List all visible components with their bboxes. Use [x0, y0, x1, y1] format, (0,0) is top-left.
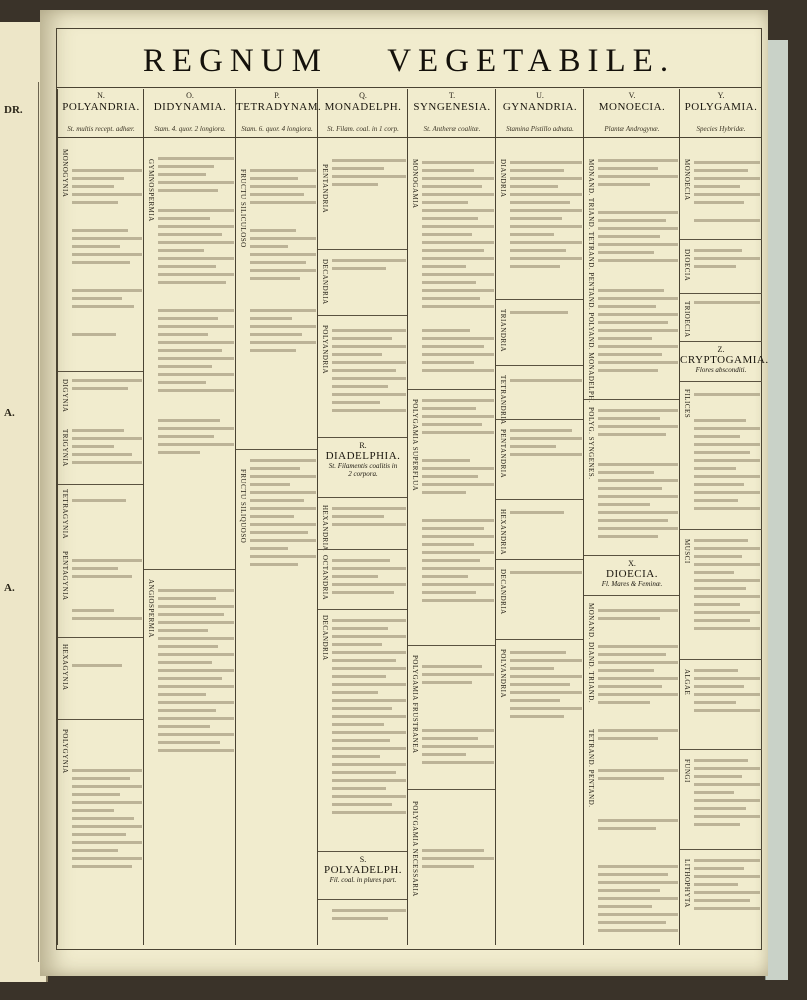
sub-order-label: POLYGYNIA [61, 729, 69, 774]
column-description: St. Filam. coal. in 1 corp. [327, 125, 399, 133]
sub-order-divider [496, 299, 584, 300]
sub-order-divider [680, 659, 762, 660]
box-letter: Z. [717, 345, 725, 354]
column-letter: V. [628, 91, 636, 100]
sub-order-label: MONOGAMIA [411, 159, 419, 209]
column-header-rule [318, 137, 408, 138]
sub-order-divider [236, 449, 318, 450]
cryptogamia-box-title [680, 345, 769, 374]
column-letter: P. [274, 91, 280, 100]
box-name: DIADELPHIA. [325, 450, 401, 462]
column-description: Stam. 4. quor. 2 longiora. [154, 125, 226, 133]
column-letter: U. [536, 91, 544, 100]
sub-order-label: HEXANDRIA [321, 505, 329, 552]
sub-order-divider [408, 789, 496, 790]
sub-order-divider [144, 569, 236, 570]
sub-order-divider [318, 315, 408, 316]
diadelphia-header-rule [318, 497, 408, 498]
polyadelph-box-top [318, 851, 408, 852]
sub-order-label: LITHOPHYTA [683, 859, 691, 908]
column-letter: Y. [717, 91, 725, 100]
sub-order-divider [680, 849, 762, 850]
sub-order-divider [680, 749, 762, 750]
sub-order-label: DECANDRIA [499, 569, 507, 615]
column-letter: N. [97, 91, 105, 100]
box-letter: R. [359, 441, 367, 450]
left-page-fragment: A. [4, 582, 15, 594]
sub-order-label: PENTAGYNIA [61, 551, 69, 601]
dioecia-header-rule [584, 595, 680, 596]
left-page-rule [38, 82, 39, 962]
column-header-rule [680, 137, 762, 138]
title-word-regnum: REGNUM [142, 43, 328, 79]
column-tetradynamia [235, 89, 322, 945]
column-description: St. multis recept. adhær. [67, 125, 135, 133]
dioecia-box-title [584, 559, 680, 588]
sub-order-label: HEXAGYNIA [61, 644, 69, 691]
column-description: Stamina Pistillo adnata. [506, 125, 574, 133]
column-name: MONOECIA. [598, 101, 666, 113]
box-description: Flores absconditi. [695, 366, 747, 374]
sub-order-label: DIGYNIA [61, 379, 69, 413]
sub-order-label: TRIOECIA [683, 301, 691, 338]
column-letter: O. [186, 91, 194, 100]
dioecia-box-top [584, 555, 680, 556]
book-cover-edge [765, 40, 788, 980]
table-frame [56, 28, 769, 950]
sub-order-label: TETRAND. PENTAND. [587, 729, 595, 808]
sub-order-label: POLYGAMIA SUPERFLUA [411, 399, 419, 492]
sub-order-divider [58, 371, 144, 372]
polyadelph-header-rule [318, 899, 408, 900]
sub-order-label: MONOGYNIA [61, 149, 69, 198]
sub-order-divider [318, 609, 408, 610]
sub-order-label: DECANDRIA [321, 259, 329, 305]
column-name: MONADELPH. [324, 101, 402, 113]
sub-order-label: MONAND. DIAND. TRIAND. [587, 603, 595, 704]
diadelphia-box-top [318, 437, 408, 438]
cryptogamia-box-top [680, 341, 762, 342]
sub-order-divider [58, 484, 144, 485]
column-monoecia [583, 89, 680, 945]
column-description: St. Antheræ coalitæ. [423, 125, 481, 133]
sub-order-divider [496, 499, 584, 500]
sub-order-label: PENTANDRIA [321, 164, 329, 214]
box-letter: S. [359, 855, 367, 864]
sub-order-divider [680, 239, 762, 240]
sub-order-divider [496, 419, 584, 420]
sub-order-label: POLYANDRIA [499, 649, 507, 699]
book-page [40, 10, 768, 976]
sub-order-label: OCTANDRIA [321, 555, 329, 601]
sub-order-divider [496, 365, 584, 366]
sub-order-label: ALGAE [683, 669, 691, 696]
sub-order-label: ANGIOSPERMIA [147, 579, 155, 638]
left-page-fragment: DR. [4, 104, 23, 116]
column-letter: T. [448, 91, 456, 100]
sub-order-divider [408, 645, 496, 646]
sub-order-label: DIOECIA [683, 249, 691, 282]
column-name: GYNANDRIA. [502, 101, 578, 113]
column-name: TETRADYNAM. [236, 101, 322, 113]
box-name: DIOECIA. [606, 568, 658, 580]
sub-order-label: DIANDRIA [499, 159, 507, 198]
column-letter: Q. [359, 91, 367, 100]
column-monadelphia [317, 89, 408, 945]
column-description: Plantæ Androgynæ. [604, 125, 660, 133]
column-name: POLYGAMIA. [684, 101, 758, 113]
box-name: CRYPTOGAMIA. [680, 354, 769, 366]
sub-order-divider [408, 389, 496, 390]
sub-order-label: FILICES [683, 389, 691, 419]
sub-order-label: MONOECIA [683, 159, 691, 201]
column-didynamia [143, 89, 236, 945]
sub-order-label: MUSCI [683, 539, 691, 564]
sub-order-label: POLYGAMIA FRUSTRANEA [411, 655, 419, 754]
column-name: DIDYNAMIA. [153, 101, 227, 113]
page-title [57, 43, 761, 80]
sub-order-divider [318, 549, 408, 550]
sub-order-divider [680, 529, 762, 530]
sub-order-divider [496, 559, 584, 560]
sub-order-label: POLYANDRIA [321, 325, 329, 375]
sub-order-divider [584, 399, 680, 400]
column-polyandria [57, 89, 144, 945]
sub-order-label: TETRAGYNIA [61, 489, 69, 540]
sub-order-label: FRUCTU SILICULOSO [239, 169, 247, 248]
box-description: 2 corpora. [348, 470, 378, 478]
column-gynandria [495, 89, 584, 945]
sub-order-divider [496, 639, 584, 640]
sub-order-divider [58, 719, 144, 720]
diadelphia-box-title [318, 441, 408, 478]
sub-order-label: HEXANDRIA [499, 509, 507, 556]
column-header-rule [236, 137, 318, 138]
box-letter: X. [628, 559, 636, 568]
sub-order-label: TRIGYNIA [61, 429, 69, 467]
sub-order-divider [58, 637, 144, 638]
sub-order-divider [318, 249, 408, 250]
box-description: Fl. Mares & Feminæ. [601, 580, 663, 588]
column-header-rule [584, 137, 680, 138]
column-description: Stam. 6. quor. 4 longiora. [241, 125, 313, 133]
column-name: POLYANDRIA. [62, 101, 140, 113]
sub-order-label: POLYGAMIA NECESSARIA [411, 801, 419, 897]
column-syngenesia [407, 89, 496, 945]
cryptogamia-header-rule [680, 381, 762, 382]
sub-order-divider [680, 293, 762, 294]
sub-order-label: MONAND. TRIAND. TETRAND. PENTAND. POLYAND. MONADELPH. [587, 159, 595, 404]
column-header-rule [496, 137, 584, 138]
polyadelph-box-title [318, 855, 408, 884]
box-description: St. Filamentis coalitis in [328, 462, 398, 470]
sub-order-label: TETRANDRIA [499, 375, 507, 425]
title-rule [57, 87, 761, 88]
title-word-vegetabile: VEGETABILE. [387, 43, 676, 79]
box-name: POLYADELPH. [323, 864, 403, 876]
column-header-rule [408, 137, 496, 138]
column-header-rule [144, 137, 236, 138]
column-polygamia [679, 89, 769, 945]
sub-order-label: GYMNOSPERMIA [147, 159, 155, 222]
sub-order-label: TRIANDRIA [499, 309, 507, 352]
sub-order-label: FRUCTU SILIQUOSO [239, 469, 247, 544]
column-description: Species Hybridæ. [696, 125, 746, 133]
column-header-rule [58, 137, 144, 138]
sub-order-label: FUNGI [683, 759, 691, 783]
sub-order-label: POLYG. SYNGENES. [587, 407, 595, 480]
left-page-fragment: A. [4, 407, 15, 419]
column-name: SYNGENESIA. [413, 101, 491, 113]
box-description: Fil. coal. in plures part. [329, 876, 397, 884]
sub-order-label: DECANDRIA [321, 615, 329, 661]
sub-order-label: PENTANDRIA [499, 429, 507, 479]
